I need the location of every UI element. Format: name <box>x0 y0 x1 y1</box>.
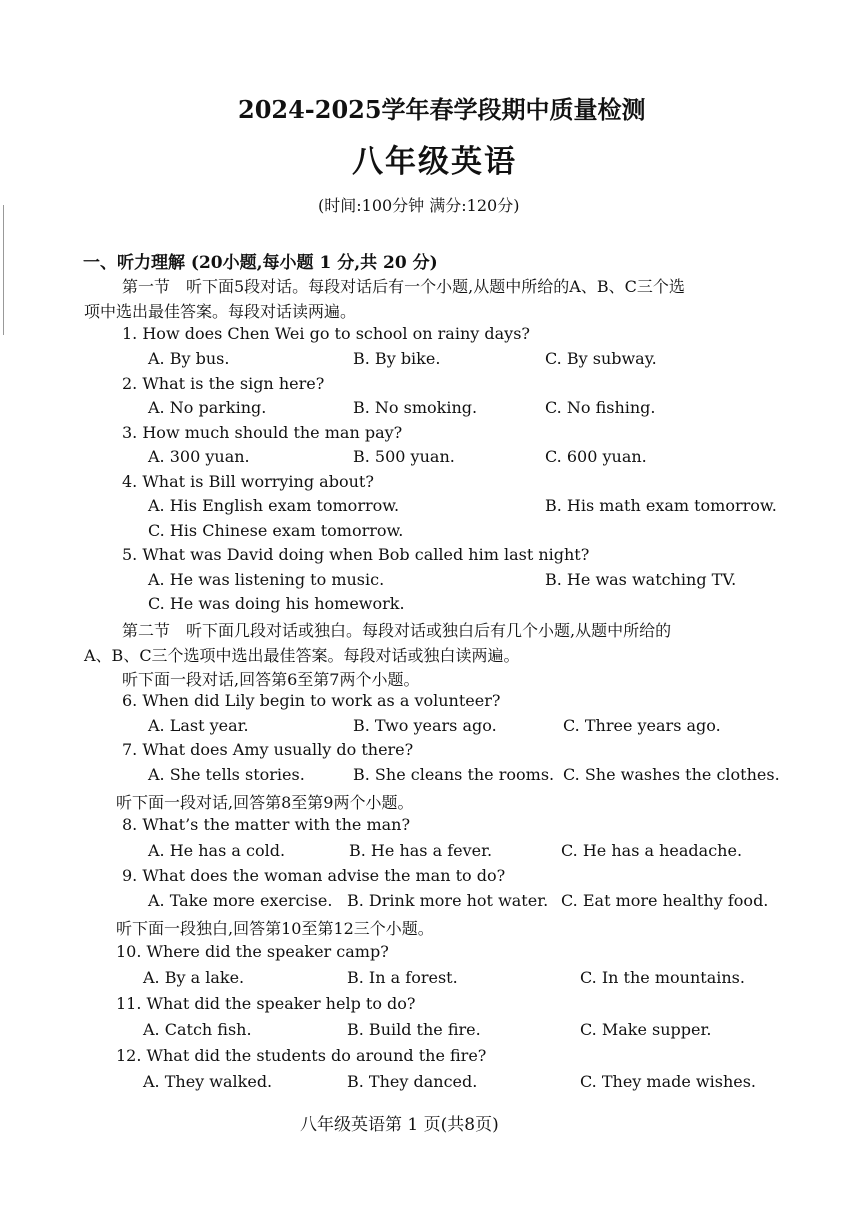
option-9b: B. Drink more hot water. <box>347 891 549 910</box>
option-11b: B. Build the fire. <box>347 1020 481 1039</box>
option-1b: B. By bike. <box>353 349 441 368</box>
exam-title: 2024-2025学年春学段期中质量检测 <box>238 95 646 124</box>
option-6a: A. Last year. <box>148 716 249 735</box>
option-2b: B. No smoking. <box>353 398 478 417</box>
option-3c: C. 600 yuan. <box>545 447 647 466</box>
option-8a: A. He has a cold. <box>148 841 286 860</box>
page-footer: 八年级英语第 1 页(共8页) <box>300 1115 499 1135</box>
question-5: 5. What was David doing when Bob called him last night? <box>122 545 590 564</box>
question-1: 1. How does Chen Wei go to school on rainy days? <box>122 324 530 343</box>
option-5a: A. He was listening to music. <box>148 570 385 589</box>
part2-instruction-line2: A、B、C三个选项中选出最佳答案。每段对话或独白读两遍。 <box>84 646 520 665</box>
scan-edge-line <box>3 205 4 335</box>
option-6b: B. Two years ago. <box>353 716 497 735</box>
question-9: 9. What does the woman advise the man to do? <box>122 866 506 885</box>
question-4: 4. What is Bill worrying about? <box>122 472 374 491</box>
question-8: 8. What’s the matter with the man? <box>122 815 411 834</box>
section-heading: 一、听力理解 (20小题,每小题 1 分,共 20 分) <box>83 253 438 273</box>
question-2: 2. What is the sign here? <box>122 374 325 393</box>
option-10a: A. By a lake. <box>143 968 245 987</box>
option-5b: B. He was watching TV. <box>545 570 737 589</box>
option-3a: A. 300 yuan. <box>148 447 250 466</box>
option-12c: C. They made wishes. <box>580 1072 757 1091</box>
question-12: 12. What did the students do around the fire? <box>116 1046 487 1065</box>
option-10b: B. In a forest. <box>347 968 458 987</box>
option-2c: C. No fishing. <box>545 398 656 417</box>
part2-instruction-line1: 第二节 听下面几段对话或独白。每段对话或独白后有几个小题,从题中所给的 <box>122 621 672 640</box>
part1-instruction-line2: 项中选出最佳答案。每段对话读两遍。 <box>84 302 357 321</box>
question-6: 6. When did Lily begin to work as a volunteer? <box>122 691 501 710</box>
option-4a: A. His English exam tomorrow. <box>148 496 400 515</box>
option-6c: C. Three years ago. <box>563 716 721 735</box>
question-11: 11. What did the speaker help to do? <box>116 994 416 1013</box>
option-7c: C. She washes the clothes. <box>563 765 780 784</box>
option-12b: B. They danced. <box>347 1072 478 1091</box>
option-5c: C. He was doing his homework. <box>148 594 405 613</box>
subject-title: 八年级英语 <box>352 144 517 180</box>
option-9a: A. Take more exercise. <box>148 891 333 910</box>
option-4b: B. His math exam tomorrow. <box>545 496 777 515</box>
question-3: 3. How much should the man pay? <box>122 423 403 442</box>
question-10: 10. Where did the speaker camp? <box>116 942 389 961</box>
option-1a: A. By bus. <box>148 349 230 368</box>
option-8b: B. He has a fever. <box>349 841 493 860</box>
instruction-q10-q12: 听下面一段独白,回答第10至第12三个小题。 <box>116 919 434 938</box>
option-11a: A. Catch fish. <box>143 1020 252 1039</box>
question-7: 7. What does Amy usually do there? <box>122 740 414 759</box>
part1-instruction-line1: 第一节 听下面5段对话。每段对话后有一个小题,从题中所给的A、B、C三个选 <box>122 277 685 296</box>
option-7b: B. She cleans the rooms. <box>353 765 555 784</box>
instruction-q6-q7: 听下面一段对话,回答第6至第7两个小题。 <box>122 670 420 689</box>
instruction-q8-q9: 听下面一段对话,回答第8至第9两个小题。 <box>116 793 414 812</box>
option-7a: A. She tells stories. <box>148 765 305 784</box>
option-8c: C. He has a headache. <box>561 841 743 860</box>
option-1c: C. By subway. <box>545 349 657 368</box>
exam-info: (时间:100分钟 满分:120分) <box>318 196 520 215</box>
option-11c: C. Make supper. <box>580 1020 712 1039</box>
option-2a: A. No parking. <box>148 398 267 417</box>
option-10c: C. In the mountains. <box>580 968 745 987</box>
option-9c: C. Eat more healthy food. <box>561 891 769 910</box>
option-4c: C. His Chinese exam tomorrow. <box>148 521 404 540</box>
option-12a: A. They walked. <box>143 1072 273 1091</box>
option-3b: B. 500 yuan. <box>353 447 455 466</box>
